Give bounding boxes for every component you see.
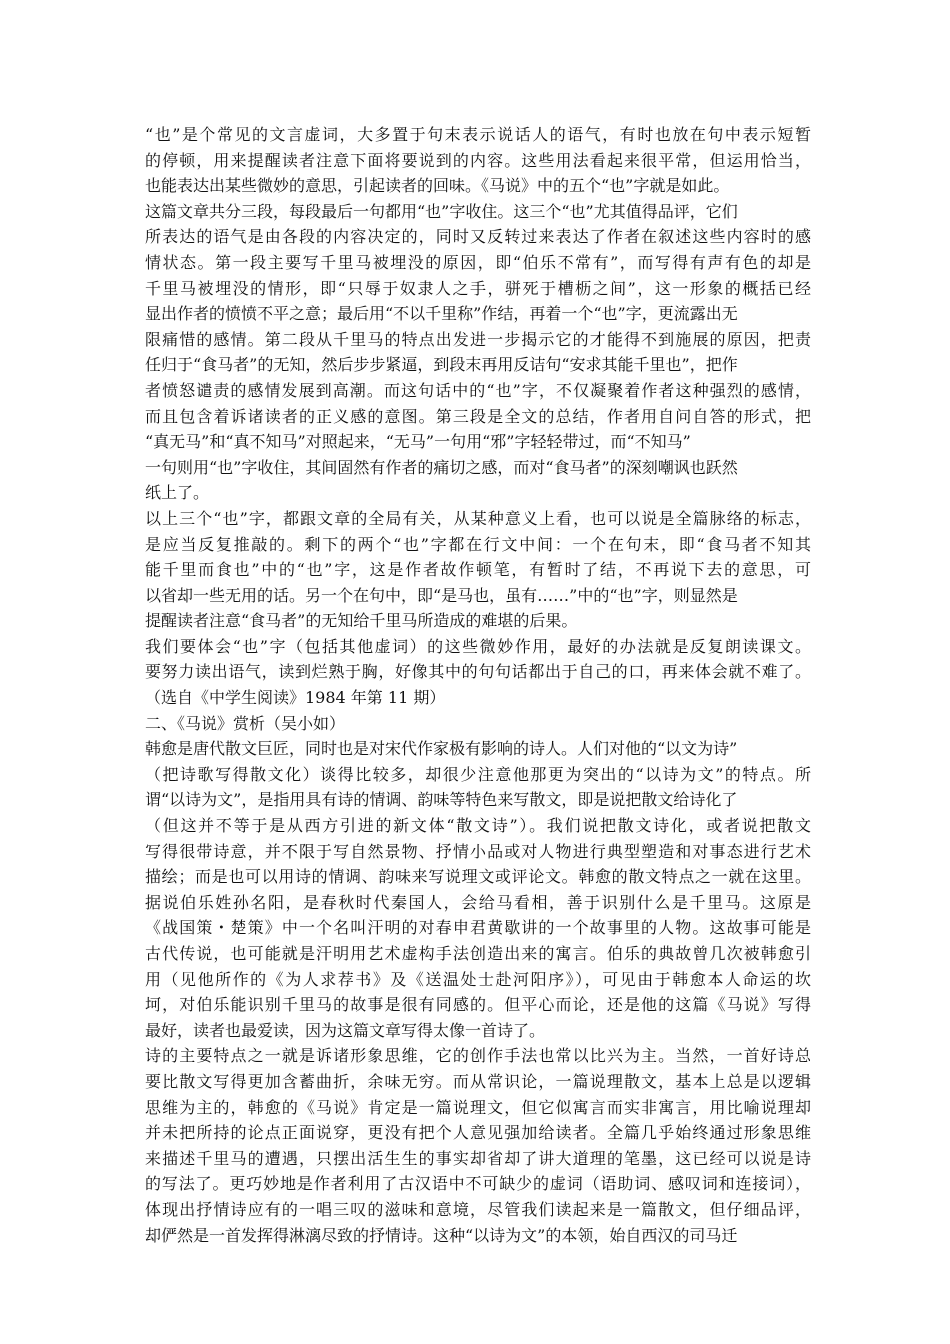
text-line: 者愤怒谴责的感情发展到高潮。而这句话中的“也”字，不仅凝聚着作者这种强烈的感情， [145,380,813,400]
text-line: 而且包含着诉诸读者的正义感的意图。第三段是全文的总结，作者用自问自答的形式，把 [145,406,813,426]
text-line: （把诗歌写得散文化）谈得比较多，却很少注意他那更为突出的“以诗为文”的特点。所 [145,764,813,784]
text-line: 《战国策・楚策》中一个名叫汗明的对春申君黄歇讲的一个故事里的人物。这故事可能是 [145,918,813,938]
text-line: 要比散文写得更加含蓄曲折，余味无穷。而从常识论，一篇说理散文，基本上总是以逻辑 [145,1071,813,1091]
text-line: 所表达的语气是由各段的内容决定的，同时又反转过来表达了作者在叙述这些内容时的感 [145,227,813,247]
text-line: 的写法了。更巧妙地是作者利用了古汉语中不可缺少的虚词（语助词、感叹词和连接词）， [145,1174,812,1194]
text-line: 坷，对伯乐能识别千里马的故事是很有同感的。但平心而论，还是他的这篇《马说》写得 [145,995,813,1015]
text-line: 以上三个“也”字，都跟文章的全局有关，从某种意义上看，也可以说是全篇脉络的标志， [145,508,813,528]
text-line: 诗的主要特点之一就是诉诸形象思维，它的创作手法也常以比兴为主。当然，一首好诗总 [145,1046,813,1066]
text-line: 的停顿，用来提醒读者注意下面将要说到的内容。这些用法看起来很平常，但运用恰当， [145,150,813,170]
paragraph [145,1043,811,1248]
text-line: 古代传说，也可能就是汗明用艺术虚构手法创造出来的寓言。伯乐的典故曾几次被韩愈引 [145,944,813,963]
text-line: 来描述千里马的遭遇，只摆出活生生的事实却省却了讲大道理的笔墨，这已经可以说是诗 [145,1148,813,1168]
paragraph [145,199,811,506]
text-line: 却俨然是一首发挥得淋漓尽致的抒情诗。这种“以诗为文”的本领，始自西汉的司马迁 [145,1225,738,1245]
text-line: （选自《中学生阅读》1984 年第 11 期） [145,688,446,708]
text-line: 写得很带诗意，并不限于写自然景物、抒情小品或对人物进行典型塑造和对事态进行艺术 [145,841,813,861]
text-line: 限痛惜的感情。第二段从千里马的特点出发进一步揭示它的才能得不到施展的原因，把责 [145,329,813,349]
document-page [145,122,811,1248]
text-line: 能千里而食也”中的“也”字，这是作者故作顿笔，有暂时了结，不再说下去的意思，可 [145,560,813,580]
paragraph [145,890,811,1044]
paragraph [145,711,811,737]
text-line: 据说伯乐姓孙名阳，是春秋时代秦国人，会给马看相，善于识别什么是千里马。这原是 [145,892,813,912]
text-line: 显出作者的愤愤不平之意；最后用“不以千里称”作结，再着一个“也”字，更流露出无 [145,304,738,324]
text-line: 以省却一些无用的话。另一个在句中，即“是马也，虽有……”中的“也”字，则显然是 [145,585,738,605]
text-line: 一句则用“也”字收住，其间固然有作者的痛切之感，而对“食马者”的深刻嘲讽也跃然 [145,457,738,477]
text-line: “也”是个常见的文言虚词，大多置于句末表示说话人的语气，有时也放在句中表示短暂 [145,125,813,144]
paragraph [145,634,811,711]
text-line: 最好，读者也最爱读，因为这篇文章写得太像一首诗了。 [145,1020,546,1040]
text-line: 要努力读出语气，读到烂熟于胸，好像其中的句句话都出于自己的口，再来体会就不难了。 [145,662,812,682]
text-line: 用（见他所作的《为人求荐书》及《送温处士赴河阳序》），可见由于韩愈本人命运的坎 [145,969,813,989]
text-line: 纸上了。 [145,483,210,503]
text-line: 千里马被埋没的情形，即“只辱于奴隶人之手，骈死于槽枥之间”，这一形象的概括已经 [145,278,813,298]
text-line: “真无马”和“真不知马”对照起来，“无马”一句用“邪”字轻轻带过，而“不知马” [145,432,691,452]
text-line: 二、《马说》赏析（吴小如） [145,713,346,733]
text-line: 描绘；而是也可以用诗的情调、韵味来写说理文或评论文。韩愈的散文特点之一就在这里。 [145,867,812,887]
text-line: 谓“以诗为文”，是指用具有诗的情调、韵味等特色来写散文，即是说把散文给诗化了 [145,790,738,810]
text-line: 这篇文章共分三段，每段最后一句都用“也”字收住。这三个“也”尤其值得品评，它们 [145,201,738,221]
text-line: 也能表达出某些微妙的意思，引起读者的回味。《马说》中的五个“也”字就是如此。 [145,176,730,196]
paragraph [145,736,811,890]
text-line: 思维为主的，韩愈的《马说》肯定是一篇说理文，但它似寓言而实非寓言，用比喻说理却 [145,1097,813,1117]
text-line: 任归于“食马者”的无知，然后步步紧逼，到段末再用反诘句“安求其能千里也”，把作 [145,355,738,375]
text-line: 韩愈是唐代散文巨匠，同时也是对宋代作家极有影响的诗人。人们对他的“以文为诗” [145,739,738,759]
text-line: 并未把所持的论点正面说穿，更没有把个人意见强加给读者。全篇几乎始终通过形象思维 [145,1123,813,1143]
text-line: 情状态。第一段主要写千里马被埋没的原因，即“伯乐不常有”，而写得有声有色的却是 [145,252,813,272]
paragraph [145,506,811,634]
text-line: （但这并不等于是从西方引进的新文体“散文诗”）。我们说把散文诗化，或者说把散文 [145,816,813,836]
text-line: 是应当反复推敲的。剩下的两个“也”字都在行文中间：一个在句末，即“食马者不知其 [145,534,813,554]
text-line: 我们要体会“也”字（包括其他虚词）的这些微妙作用，最好的办法就是反复朗读课文。 [145,636,813,656]
text-line: 体现出抒情诗应有的一唱三叹的滋味和意境，尽管我们读起来是一篇散文，但仔细品评， [145,1199,813,1219]
paragraph [145,122,811,199]
text-line: 提醒读者注意“食马者”的无知给千里马所造成的难堪的后果。 [145,611,578,631]
